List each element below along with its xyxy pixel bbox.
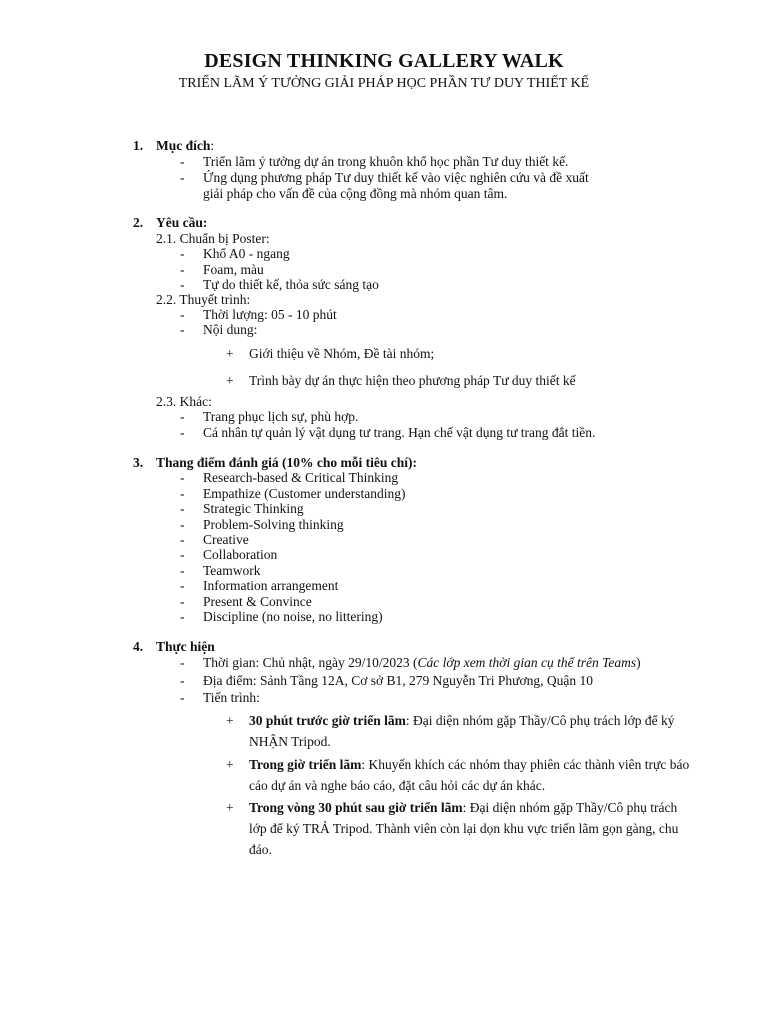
- dash-marker: -: [180, 154, 185, 169]
- list-item: Nội dung:: [203, 322, 258, 337]
- dash-marker: -: [180, 486, 185, 501]
- dash-marker: -: [180, 470, 185, 485]
- plus-marker: +: [226, 713, 234, 728]
- dash-marker: -: [180, 262, 185, 277]
- dash-marker: -: [180, 532, 185, 547]
- dash-marker: -: [180, 277, 185, 292]
- dash-marker: -: [180, 673, 185, 688]
- progress-label: Tiến trình:: [203, 690, 260, 705]
- dash-marker: -: [180, 563, 185, 578]
- criteria-item: Strategic Thinking: [203, 501, 304, 516]
- dash-marker: -: [180, 609, 185, 624]
- dash-marker: -: [180, 501, 185, 516]
- section-3-number: 3.: [133, 455, 144, 470]
- time-suffix: ): [636, 655, 641, 670]
- section-1-number: 1.: [133, 138, 144, 153]
- page-subtitle: TRIỂN LÃM Ý TƯỞNG GIẢI PHÁP HỌC PHẦN TƯ DUY THIẾT KẾ: [178, 76, 590, 91]
- page-title: DESIGN THINKING GALLERY WALK: [204, 50, 564, 72]
- criteria-item: Problem-Solving thinking: [203, 517, 344, 532]
- criteria-item: Research-based & Critical Thinking: [203, 470, 399, 485]
- plus-item: Trình bày dự án thực hiện theo phương pháp Tư duy thiết kế: [249, 373, 576, 388]
- step-item: [249, 754, 694, 796]
- list-item: Khổ A0 - ngang: [203, 246, 290, 261]
- list-item: Ứng dụng phương pháp Tư duy thiết kế vào việc nghiên cứu và đề xuất: [203, 170, 589, 185]
- dash-marker: -: [180, 246, 185, 261]
- step-text: : Đại diện nhóm gặp Thầy/Cô phụ trách lớp để ký TRẢ Tripod. Thành viên còn lại dọn khu vực triển lãm gọn gàng, chu đáo.: [249, 800, 679, 857]
- step-text: : Đại diện nhóm gặp Thầy/Cô phụ trách lớp để ký NHẬN Tripod.: [249, 713, 675, 749]
- subsection-2-2-label: 2.2. Thuyết trình:: [156, 292, 251, 307]
- section-4-title: Thực hiện: [156, 639, 215, 654]
- section-1-heading: [156, 138, 214, 154]
- criteria-item: Empathize (Customer understanding): [203, 486, 406, 501]
- criteria-item: Creative: [203, 532, 249, 547]
- section-2-title: Yêu cầu:: [156, 215, 208, 230]
- list-item: Triển lãm ý tưởng dự án trong khuôn khổ học phần Tư duy thiết kế.: [203, 154, 569, 169]
- list-item: Thời lượng: 05 - 10 phút: [203, 307, 337, 322]
- step-bold: Trong giờ triển lãm: [249, 757, 362, 772]
- criteria-item: Collaboration: [203, 547, 278, 562]
- place-line: Địa điểm: Sảnh Tầng 12A, Cơ sở B1, 279 Nguyễn Tri Phương, Quận 10: [203, 673, 593, 688]
- list-item-continuation: giải pháp cho vấn đề của cộng đồng mà nhóm quan tâm.: [203, 186, 508, 201]
- step-bold: Trong vòng 30 phút sau giờ triển lãm: [249, 800, 463, 815]
- dash-marker: -: [180, 655, 185, 670]
- time-prefix: Thời gian: Chủ nhật, ngày 29/10/2023 (: [203, 655, 418, 670]
- subsection-2-1-label: 2.1. Chuẩn bị Poster:: [156, 231, 270, 246]
- section-1-colon: :: [210, 138, 215, 153]
- section-3-title: Thang điểm đánh giá (10% cho mỗi tiêu chí):: [156, 455, 418, 470]
- criteria-item: Present & Convince: [203, 594, 312, 609]
- dash-marker: -: [180, 547, 185, 562]
- dash-marker: -: [180, 307, 185, 322]
- list-item: Trang phục lịch sự, phù hợp.: [203, 409, 359, 424]
- plus-marker: +: [226, 346, 234, 361]
- criteria-item: Information arrangement: [203, 578, 339, 593]
- section-1-title: Mục đích: [156, 138, 211, 153]
- list-item: Foam, màu: [203, 262, 264, 277]
- step-item: [249, 710, 694, 752]
- criteria-item: Discipline (no noise, no littering): [203, 609, 383, 624]
- dash-marker: -: [180, 170, 185, 185]
- dash-marker: -: [180, 578, 185, 593]
- step-bold: 30 phút trước giờ triển lãm: [249, 713, 406, 728]
- time-line: [203, 655, 641, 671]
- dash-marker: -: [180, 594, 185, 609]
- subsection-2-3-label: 2.3. Khác:: [156, 394, 212, 409]
- section-2-number: 2.: [133, 215, 144, 230]
- dash-marker: -: [180, 425, 185, 440]
- step-text: : Khuyến khích các nhóm thay phiên các thành viên trực báo cáo dự án và nghe báo cáo, đặt câu hỏi các dự án khác.: [249, 757, 690, 793]
- plus-marker: +: [226, 757, 234, 772]
- dash-marker: -: [180, 409, 185, 424]
- section-4-number: 4.: [133, 639, 144, 654]
- dash-marker: -: [180, 690, 185, 705]
- time-note: Các lớp xem thời gian cụ thể trên Teams: [417, 655, 637, 670]
- step-item: [249, 797, 694, 860]
- list-item: Cá nhân tự quản lý vật dụng tư trang. Hạn chế vật dụng tư trang đắt tiền.: [203, 425, 596, 440]
- list-item: Tự do thiết kế, thỏa sức sáng tạo: [203, 277, 379, 292]
- dash-marker: -: [180, 322, 185, 337]
- plus-item: Giới thiệu về Nhóm, Đề tài nhóm;: [249, 346, 435, 361]
- criteria-item: Teamwork: [203, 563, 261, 578]
- plus-marker: +: [226, 373, 234, 388]
- dash-marker: -: [180, 517, 185, 532]
- plus-marker: +: [226, 800, 234, 815]
